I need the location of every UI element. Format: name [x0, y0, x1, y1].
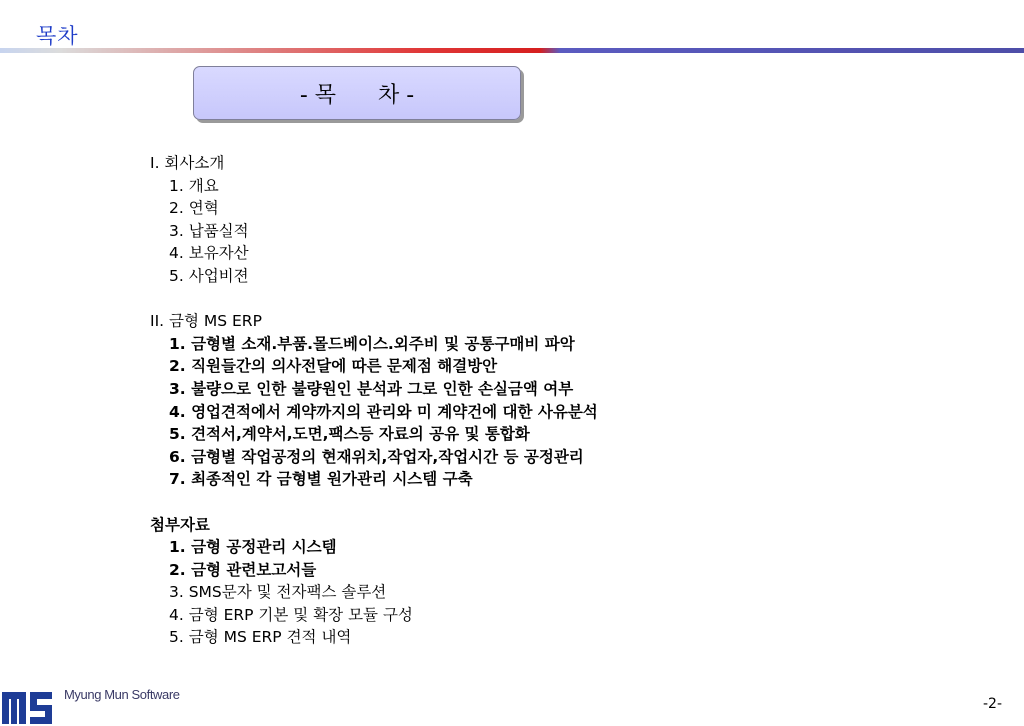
page-title: 목차: [36, 24, 79, 48]
brand-name: Myung Mun Software: [64, 687, 180, 702]
list-item: 2. 직원들간의 의사전달에 따른 문제점 해결방안: [169, 357, 498, 376]
section-heading-company: I. 회사소개: [150, 154, 225, 172]
list-item: 1. 개요: [169, 176, 219, 195]
list-item: 2. 연혁: [169, 199, 219, 218]
section-heading-attachments: 첨부자료: [150, 515, 210, 534]
toc-title-box: - 목 차 -: [193, 66, 521, 120]
list-item: 4. 금형 ERP 기본 및 확장 모듈 구성: [169, 605, 413, 624]
list-item: 6. 금형별 작업공정의 현재위치,작업자,작업시간 등 공정관리: [169, 447, 584, 466]
list-item: 4. 영업견적에서 계약까지의 관리와 미 계약건에 대한 사유분석: [169, 402, 598, 421]
table-of-contents: [150, 152, 598, 649]
section-heading-erp: II. 금형 MS ERP: [150, 312, 262, 331]
list-item: 5. 견적서,계약서,도면,팩스등 자료의 공유 및 통합화: [169, 425, 530, 444]
list-item: 3. 불량으로 인한 불량원인 분석과 그로 인한 손실금액 여부: [169, 379, 574, 398]
ms-logo-icon: [0, 684, 60, 724]
list-item: 1. 금형별 소재.부품.몰드베이스.외주비 및 공통구매비 파악: [169, 334, 575, 353]
list-item: 5. 금형 MS ERP 견적 내역: [169, 628, 352, 647]
list-item: 4. 보유자산: [169, 244, 249, 263]
list-item: 3. SMS문자 및 전자팩스 솔루션: [169, 583, 387, 602]
list-item: 3. 납품실적: [169, 221, 249, 240]
page-number: -2-: [982, 696, 1002, 712]
list-item: 5. 사업비젼: [169, 266, 249, 285]
list-item: 7. 최종적인 각 금형별 원가관리 시스템 구축: [169, 470, 473, 489]
list-item: 2. 금형 관련보고서들: [169, 560, 317, 579]
list-item: 1. 금형 공정관리 시스템: [169, 538, 337, 557]
header-divider: [0, 48, 1024, 53]
